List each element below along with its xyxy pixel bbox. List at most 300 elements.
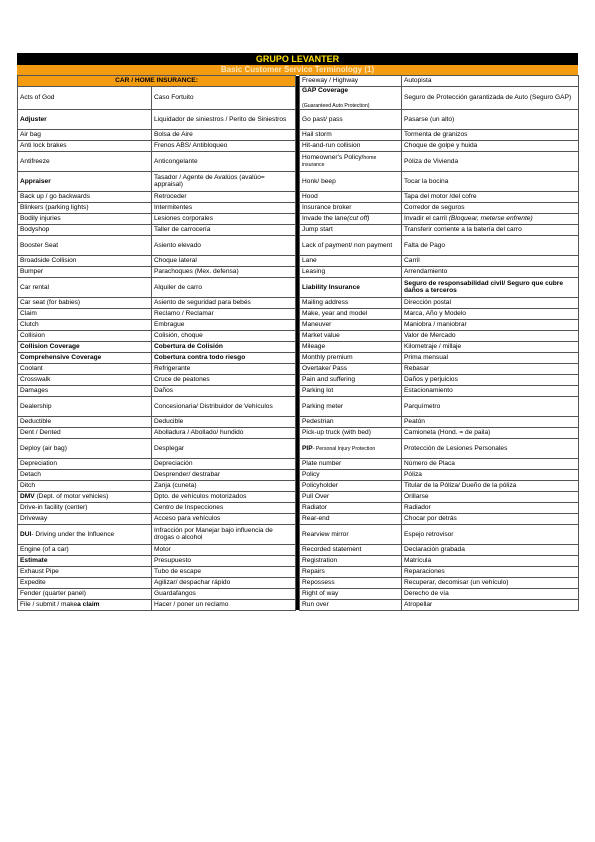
term-english-text: Go past/ pass (302, 115, 343, 123)
table-row (18, 319, 579, 330)
term-spanish (152, 588, 296, 599)
term-english (18, 363, 152, 374)
term-english-note: (Dept. of motor vehicles) (34, 493, 109, 501)
term-english-text: Pull Over (302, 493, 330, 501)
term-spanish-text: Embrague (154, 321, 185, 329)
term-english-text: PIP (302, 444, 313, 452)
term-spanish (152, 385, 296, 396)
term-spanish-text: Declaración grabada (404, 546, 465, 554)
term-english-text: Pain and suffering (302, 376, 356, 384)
term-spanish-text: Retroceder (154, 193, 187, 201)
term-english (300, 224, 402, 235)
term-spanish-text: Invadir el carril (404, 215, 447, 223)
term-spanish (152, 308, 296, 319)
term-spanish (402, 191, 579, 202)
term-english (300, 480, 402, 491)
term-english (300, 458, 402, 469)
term-english-text: Honk/ beep (302, 177, 336, 185)
term-english-text: Back up / go backwards (20, 193, 91, 201)
term-english (18, 385, 152, 396)
term-english (18, 555, 152, 566)
term-english (18, 109, 152, 129)
term-spanish (152, 352, 296, 363)
term-spanish (402, 469, 579, 480)
term-english (18, 330, 152, 341)
term-english-text: Monthly premium (302, 354, 353, 362)
term-spanish (402, 76, 579, 87)
term-english (300, 363, 402, 374)
term-english (18, 544, 152, 555)
term-spanish (402, 224, 579, 235)
term-spanish (402, 129, 579, 140)
term-spanish-text: Número de Placa (404, 460, 455, 468)
term-spanish (152, 363, 296, 374)
term-english (300, 266, 402, 277)
table-row (18, 308, 579, 319)
term-english (18, 577, 152, 588)
table-row (18, 491, 579, 502)
term-english (300, 599, 402, 610)
term-spanish-text: Lesiones corporales (154, 215, 214, 223)
term-english (300, 151, 402, 171)
term-english (300, 513, 402, 524)
table-row (18, 109, 579, 129)
term-spanish-text: Prima mensual (404, 354, 448, 362)
term-spanish-note: (Bloquear, meterse enfrente) (448, 215, 533, 223)
term-english-text: Repossess (302, 579, 335, 587)
term-spanish (402, 171, 579, 191)
term-english-text: Lane (302, 257, 317, 265)
term-spanish-text: Carril (404, 257, 420, 265)
term-english-text: Mailing address (302, 299, 349, 307)
term-english (18, 171, 152, 191)
term-spanish (152, 555, 296, 566)
term-spanish-text: Acceso para vehículos (154, 515, 221, 523)
term-english-text: Maneuver (302, 321, 332, 329)
term-spanish-text: Alquiler de carro (154, 283, 203, 291)
term-english (18, 341, 152, 352)
term-english-text: Driveway (20, 515, 48, 523)
term-english-text: Pedestrian (302, 418, 334, 426)
table-row (18, 341, 579, 352)
term-english-text: Leasing (302, 268, 326, 276)
term-english (300, 374, 402, 385)
term-english-text: Damages (20, 387, 49, 395)
term-spanish-text: Tapa del motor /del cofre (404, 193, 477, 201)
term-english-text: Rear-end (302, 515, 330, 523)
term-english (18, 255, 152, 266)
term-spanish (402, 255, 579, 266)
term-spanish (152, 129, 296, 140)
term-spanish-text: Derecho de vía (404, 590, 449, 598)
term-spanish (402, 555, 579, 566)
table-row (18, 544, 579, 555)
term-english-text: Parking lot (302, 387, 334, 395)
term-english (300, 277, 402, 297)
term-spanish-text: Cobertura de Colisión (154, 343, 223, 351)
term-english (300, 396, 402, 416)
term-spanish (152, 480, 296, 491)
term-spanish (152, 566, 296, 577)
term-spanish (152, 87, 296, 110)
table-row (18, 171, 579, 191)
term-spanish-text: Falta de Pago (404, 241, 446, 249)
term-english (18, 76, 296, 87)
term-spanish (152, 524, 296, 544)
table-row (18, 458, 579, 469)
term-spanish (402, 427, 579, 438)
term-english-text: Clutch (20, 321, 39, 329)
term-spanish (152, 319, 296, 330)
term-spanish (402, 109, 579, 129)
term-spanish (152, 458, 296, 469)
term-english (18, 469, 152, 480)
term-english-text: Detach (20, 471, 41, 479)
term-spanish (402, 458, 579, 469)
term-spanish (402, 416, 579, 427)
term-english (300, 491, 402, 502)
term-spanish-text: Taller de carrocería (154, 226, 211, 234)
table-row (18, 297, 579, 308)
term-english-text: Homeowner's Policy/ (302, 154, 364, 162)
term-english-note: home insurance (302, 155, 377, 169)
glossary-sheet (17, 53, 578, 611)
term-spanish-text: Caso Fortuito (154, 94, 194, 102)
term-english (300, 76, 402, 87)
term-english-text: Car rental (20, 283, 49, 291)
document-subtitle: Basic Customer Service Terminology (1) (17, 65, 578, 75)
term-spanish-text: Infracción por Manejar bajo influencia de drogas o alcohol (154, 527, 273, 542)
term-english-text: Collision (20, 332, 45, 340)
term-spanish-text: Bolsa de Aire (154, 131, 193, 139)
term-spanish (402, 374, 579, 385)
term-english-text: Invade the lane (302, 215, 348, 223)
term-english (18, 202, 152, 213)
term-spanish-text: Espejo retrovisor (404, 530, 454, 538)
term-spanish (152, 416, 296, 427)
term-spanish (152, 427, 296, 438)
term-english (18, 491, 152, 502)
table-row (18, 396, 579, 416)
term-spanish-text: Tubo de escape (154, 568, 202, 576)
term-english (300, 524, 402, 544)
term-english-text: Ditch (20, 482, 36, 490)
term-english-text: Bodyshop (20, 226, 50, 234)
term-english-text: Run over (302, 601, 329, 609)
term-spanish (402, 151, 579, 171)
term-spanish (152, 202, 296, 213)
table-row (18, 480, 579, 491)
table-row (18, 599, 579, 610)
term-english (18, 374, 152, 385)
term-spanish (152, 224, 296, 235)
term-spanish-text: Matrícula (404, 557, 432, 565)
term-spanish (402, 213, 579, 224)
term-english-text: Overtake/ Pass (302, 365, 348, 373)
term-english (300, 202, 402, 213)
table-row (18, 202, 579, 213)
term-english (300, 385, 402, 396)
term-spanish-text: Atropellar (404, 601, 433, 609)
term-english-text: Expedite (20, 579, 46, 587)
term-spanish-text: Daños (154, 387, 174, 395)
table-row (18, 363, 579, 374)
term-spanish-text: Zanja (cuneta) (154, 482, 197, 490)
term-english (300, 255, 402, 266)
term-spanish (402, 385, 579, 396)
term-english-text: Fender (quarter panel) (20, 590, 86, 598)
term-spanish-text: Autopista (404, 77, 432, 85)
term-english (18, 319, 152, 330)
section-header: CAR / HOME INSURANCE: (115, 77, 198, 85)
term-english (300, 191, 402, 202)
term-english (300, 427, 402, 438)
term-spanish (402, 235, 579, 255)
term-english-text: Claim (20, 310, 37, 318)
term-spanish-text: Póliza (404, 471, 422, 479)
table-row (18, 577, 579, 588)
term-english (18, 513, 152, 524)
term-english (300, 352, 402, 363)
term-spanish-text: Peatón (404, 418, 425, 426)
term-english-note: - Driving under the Influence (31, 530, 115, 538)
term-spanish-text: Asiento elevado (154, 241, 201, 249)
term-spanish-text: Orillarse (404, 493, 429, 501)
term-spanish-text: Guardafangos (154, 590, 196, 598)
term-english-text: Parking meter (302, 402, 344, 410)
term-english (18, 297, 152, 308)
term-spanish (402, 566, 579, 577)
term-english-text: Crosswalk (20, 376, 51, 384)
term-spanish (402, 599, 579, 610)
term-english (18, 566, 152, 577)
term-spanish-text: Presupuesto (154, 557, 192, 565)
table-row (18, 330, 579, 341)
term-english-text: Depreciation (20, 460, 58, 468)
term-spanish-text: Seguro de responsabilidad civil/ Seguro que cubre daños a terceros (404, 280, 564, 295)
term-english (18, 308, 152, 319)
term-spanish (152, 191, 296, 202)
term-english-note: - Personal Injury Protection (312, 445, 376, 452)
term-english (18, 416, 152, 427)
term-english (300, 109, 402, 129)
term-spanish (402, 577, 579, 588)
table-row (18, 555, 579, 566)
table-row (18, 438, 579, 458)
term-spanish (402, 544, 579, 555)
table-row (18, 266, 579, 277)
term-spanish-text: Reparaciones (404, 568, 445, 576)
term-spanish (402, 202, 579, 213)
term-spanish-text: Cruce de peatones (154, 376, 210, 384)
table-row (18, 513, 579, 524)
term-spanish (402, 513, 579, 524)
term-spanish-text: Agilizar/ despachar rápido (154, 579, 231, 587)
term-spanish-text: Asiento de seguridad para bebés (154, 299, 251, 307)
term-spanish-text: Valor de Mercado (404, 332, 456, 340)
term-english (300, 469, 402, 480)
term-english (18, 502, 152, 513)
term-spanish (402, 438, 579, 458)
term-english-text: Bumper (20, 268, 44, 276)
term-spanish-text: Colisión, choque (154, 332, 203, 340)
table-row (18, 374, 579, 385)
term-spanish (152, 491, 296, 502)
term-spanish-text: Reclamo / Reclamar (154, 310, 214, 318)
term-spanish-text: Centro de Inspecciones (154, 504, 224, 512)
term-english-text: Blinkers (parking lights) (20, 204, 89, 212)
term-english (18, 588, 152, 599)
term-english (300, 297, 402, 308)
term-spanish (152, 255, 296, 266)
table-row (18, 427, 579, 438)
term-english-text: Estimate (20, 557, 48, 565)
term-spanish (402, 266, 579, 277)
term-english-note: a claim (77, 601, 100, 609)
table-row (18, 385, 579, 396)
term-english-text: Deductible (20, 418, 52, 426)
term-english (300, 330, 402, 341)
term-spanish (402, 524, 579, 544)
term-spanish (402, 277, 579, 297)
term-spanish-text: Tormenta de granizos (404, 131, 468, 139)
term-english (18, 140, 152, 151)
term-english (300, 235, 402, 255)
term-english-text: Collision Coverage (20, 343, 80, 351)
table-row (18, 566, 579, 577)
term-spanish-text: Tocar la bocina (404, 177, 449, 185)
term-english (18, 266, 152, 277)
term-spanish-text: Recuperar, decomisar (un vehículo) (404, 579, 509, 587)
term-spanish-text: Depreciación (154, 460, 193, 468)
term-spanish (152, 297, 296, 308)
term-english (300, 140, 402, 151)
term-english (18, 129, 152, 140)
term-english-text: Appraiser (20, 177, 51, 185)
term-english-text: Dent / Dented (20, 429, 61, 437)
table-row (18, 213, 579, 224)
term-spanish-text: Choque lateral (154, 257, 197, 265)
term-english-text: Deploy (air bag) (20, 444, 67, 452)
term-spanish (152, 109, 296, 129)
term-spanish-text: Camioneta (Hond. = de paila) (404, 429, 491, 437)
term-spanish-text: Motor (154, 546, 171, 554)
term-spanish (402, 363, 579, 374)
term-spanish (152, 330, 296, 341)
term-english (18, 427, 152, 438)
term-spanish-text: Dirección postal (404, 299, 451, 307)
table-row (18, 235, 579, 255)
term-spanish (402, 491, 579, 502)
term-spanish (402, 502, 579, 513)
term-spanish (402, 308, 579, 319)
term-spanish-text: Cobertura contra todo riesgo (154, 354, 246, 362)
term-english (300, 438, 402, 458)
term-english (300, 308, 402, 319)
term-english-text: Right of way (302, 590, 339, 598)
term-english-text: Market value (302, 332, 340, 340)
term-spanish (152, 171, 296, 191)
term-english (18, 352, 152, 363)
term-spanish-text: Protección de Lesiones Personales (404, 444, 508, 452)
table-row (18, 151, 579, 171)
term-spanish (152, 577, 296, 588)
term-english-text: Booster Seat (20, 241, 59, 249)
term-spanish-text: Frenos ABS/ Antibloqueo (154, 142, 228, 150)
term-english-text: Acts of God (20, 94, 55, 102)
term-english (18, 480, 152, 491)
term-english-text: Pick-up truck (with bed) (302, 429, 371, 437)
term-spanish-text: Maniobra / maniobrar (404, 321, 467, 329)
term-english-text: Radiator (302, 504, 327, 512)
term-spanish-text: Transferir corriente a la batería del carro (404, 226, 522, 234)
term-spanish-text: Chocar por detrás (404, 515, 457, 523)
term-english (18, 213, 152, 224)
term-english (18, 599, 152, 610)
term-english-text: DUI (20, 530, 32, 538)
term-spanish (152, 140, 296, 151)
term-spanish-text: Titular de la Póliza/ Dueño de la póliza (404, 482, 517, 490)
term-english-text: Insurance broker (302, 204, 352, 212)
term-spanish (402, 480, 579, 491)
term-english-text: Liability Insurance (302, 283, 360, 291)
term-spanish-text: Hacer / poner un reclamo (154, 601, 229, 609)
term-spanish-text: Parachoques (Mex. defensa) (154, 268, 239, 276)
term-english-text: Hail storm (302, 131, 332, 139)
term-spanish (402, 396, 579, 416)
term-spanish (152, 469, 296, 480)
term-english (300, 319, 402, 330)
term-spanish (152, 151, 296, 171)
document-title: GRUPO LEVANTER (17, 53, 578, 65)
term-english-text: Policyholder (302, 482, 338, 490)
term-english-text: Broadside Collision (20, 257, 77, 265)
term-spanish-text: Póliza de Vivienda (404, 157, 459, 165)
term-english (18, 151, 152, 171)
term-english-text: Coolant (20, 365, 43, 373)
term-english (300, 566, 402, 577)
term-spanish (402, 341, 579, 352)
term-spanish-text: Rebasar (404, 365, 429, 373)
table-row (18, 140, 579, 151)
term-spanish-text: Anticongelante (154, 157, 198, 165)
term-english (18, 87, 152, 110)
term-spanish (152, 341, 296, 352)
term-spanish (402, 352, 579, 363)
term-english (300, 213, 402, 224)
term-english-text: Anti lock brakes (20, 142, 67, 150)
term-english (18, 235, 152, 255)
term-english-text: Repairs (302, 568, 325, 576)
term-spanish-text: Choque de golpe y huida (404, 142, 478, 150)
term-english-text: Engine (of a car) (20, 546, 69, 554)
table-row (18, 224, 579, 235)
term-spanish-text: Pasarse (un alto) (404, 115, 455, 123)
term-spanish (152, 213, 296, 224)
term-spanish-text: Desprender/ destrabar (154, 471, 220, 479)
term-spanish-text: Estacionamiento (404, 387, 453, 395)
table-row (18, 87, 579, 110)
table-row (18, 76, 579, 87)
term-english (300, 341, 402, 352)
term-english-note: (Guaranteed Auto Protection) (302, 102, 370, 109)
term-english (300, 171, 402, 191)
term-english-text: Rearview mirror (302, 530, 349, 538)
term-spanish-text: Concesionaria/ Distribuidor de Vehículos (154, 402, 273, 410)
term-english-text: Comprehensive Coverage (20, 354, 102, 362)
term-english-text: DMV (20, 493, 35, 501)
term-english (18, 277, 152, 297)
